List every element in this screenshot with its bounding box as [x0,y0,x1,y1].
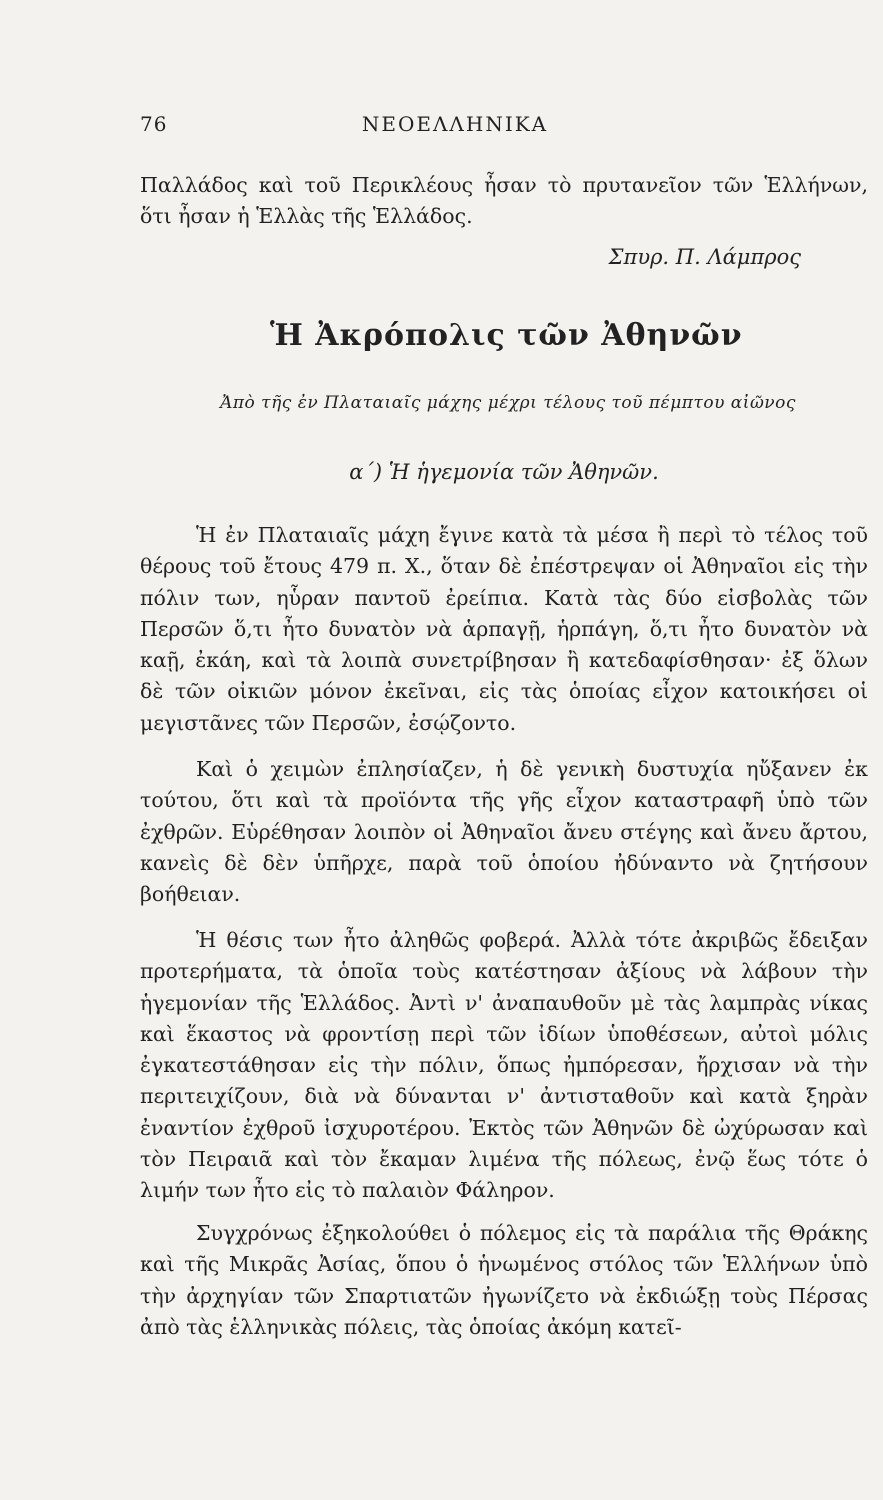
body-paragraph-block [140,520,868,739]
body-paragraph: Ἡ θέσις των ἦτο ἀληθῶς φοβερά. Ἀλλὰ τότε ἀκριβῶς ἔδειξαν προτερήματα, τὰ ὁποῖα τοὺς κατέστησαν ἀξίους νὰ λάβουν τὴν ἡγεμονίαν τῆς Ἑλλάδος. Ἀντὶ ν' ἀναπαυθοῦν μὲ τὰς λαμπρὰς νίκας καὶ ἕκαστος νὰ φροντίσῃ περὶ τῶν ἰδίων ὑποθέσεων, αὐτοὶ μόλις ἐγκατεστάθησαν εἰς τὴν πόλιν, ὅπως ἠμπόρεσαν, ἤρχισαν νὰ τὴν περιτειχίζουν, διὰ νὰ δύνανται ν' ἀντισταθοῦν καὶ κατὰ ξηρὰν ἐναντίον ἐχθροῦ ἰσχυροτέρου. Ἐκτὸς τῶν Ἀθηνῶν δὲ ὠχύρωσαν καὶ τὸν Πειραιᾶ καὶ τὸν ἔκαμαν λιμένα τῆς πόλεως, ἐνῷ ἕως τότε ὁ λιμήν των ἦτο εἰς τὸ παλαιὸν Φάληρον. [140,928,868,1203]
intro-paragraph: Παλλάδος καὶ τοῦ Περικλέους ἦσαν τὸ πρυτανεῖον τῶν Ἑλλήνων, ὅτι ἦσαν ἡ Ἑλλὰς τῆς Ἑλλάδος. [140,173,868,229]
body-paragraph: Συγχρόνως ἐξηκολούθει ὁ πόλεμος εἰς τὰ παράλια τῆς Θράκης καὶ τῆς Μικρᾶς Ἀσίας, ὅπου ὁ ἡνωμένος στόλος τῶν Ἑλλήνων ὑπὸ τὴν ἀρχηγίαν τῶν Σπαρτιατῶν ἠγωνίζετο νὰ ἐκδιώξῃ τοὺς Πέρσας ἀπὸ τὰς ἑλληνικὰς πόλεις, τὰς ὁποίας ἀκόμη κατεῖ- [140,1221,868,1339]
body-paragraph-block [140,925,868,1207]
body-paragraph: Καὶ ὁ χειμὼν ἐπλησίαζεν, ἡ δὲ γενικὴ δυστυχία ηὔξανεν ἐκ τούτου, ὅτι καὶ τὰ προϊόντα τῆς γῆς εἶχον καταστραφῆ ὑπὸ τῶν ἐχθρῶν. Εὑρέθησαν λοιπὸν οἱ Ἀθηναῖοι ἄνευ στέγης καὶ ἄνευ ἄρτου, κανεὶς δὲ δὲν ὑπῆρχε, παρὰ τοῦ ὁποίου ἠδύναντο νὰ ζητήσουν βοήθειαν. [140,757,868,907]
page-number: 76 [140,112,168,136]
body-paragraph-block [140,754,868,910]
page-header [140,112,770,142]
article-title: Ἡ Ἀκρόπολις τῶν Ἀθηνῶν [270,318,743,353]
section-heading: α΄) Ἡ ἡγεμονία τῶν Ἀθηνῶν. [349,460,659,484]
body-paragraph: Ἡ ἐν Πλαταιαῖς μάχη ἔγινε κατὰ τὰ μέσα ἢ περὶ τὸ τέλος τοῦ θέρους τοῦ ἔτους 479 π. Χ., ὅταν δὲ ἐπέστρεψαν οἱ Ἀθηναῖοι εἰς τὴν πόλιν των, ηὗραν παντοῦ ἐρείπια. Κατὰ τὰς δύο εἰσβολὰς τῶν Περσῶν ὅ,τι ἦτο δυνατὸν νὰ ἁρπαγῇ, ἡρπάγη, ὅ,τι ἦτο δυνατὸν νὰ καῇ, ἐκάη, καὶ τὰ λοιπὰ συνετρίβησαν ἢ κατεδαφίσθησαν· ἐξ ὅλων δὲ τῶν οἰκιῶν μόνον ἐκεῖναι, εἰς τὰς ὁποίας εἶχον κατοικήσει οἱ μεγιστᾶνες τῶν Περσῶν, ἐσῴζοντο. [140,523,868,735]
article-subtitle: Ἀπὸ τῆς ἐν Πλαταιαῖς μάχης μέχρι τέλους τοῦ πέμπτου αἰῶνος [220,393,796,413]
body-paragraph-block [140,1218,868,1343]
running-title: ΝΕΟΕΛΛΗΝΙΚΑ [361,112,549,136]
author-signature: Σπυρ. Π. Λάμπρος [608,245,801,269]
intro-paragraph-block [140,170,868,233]
